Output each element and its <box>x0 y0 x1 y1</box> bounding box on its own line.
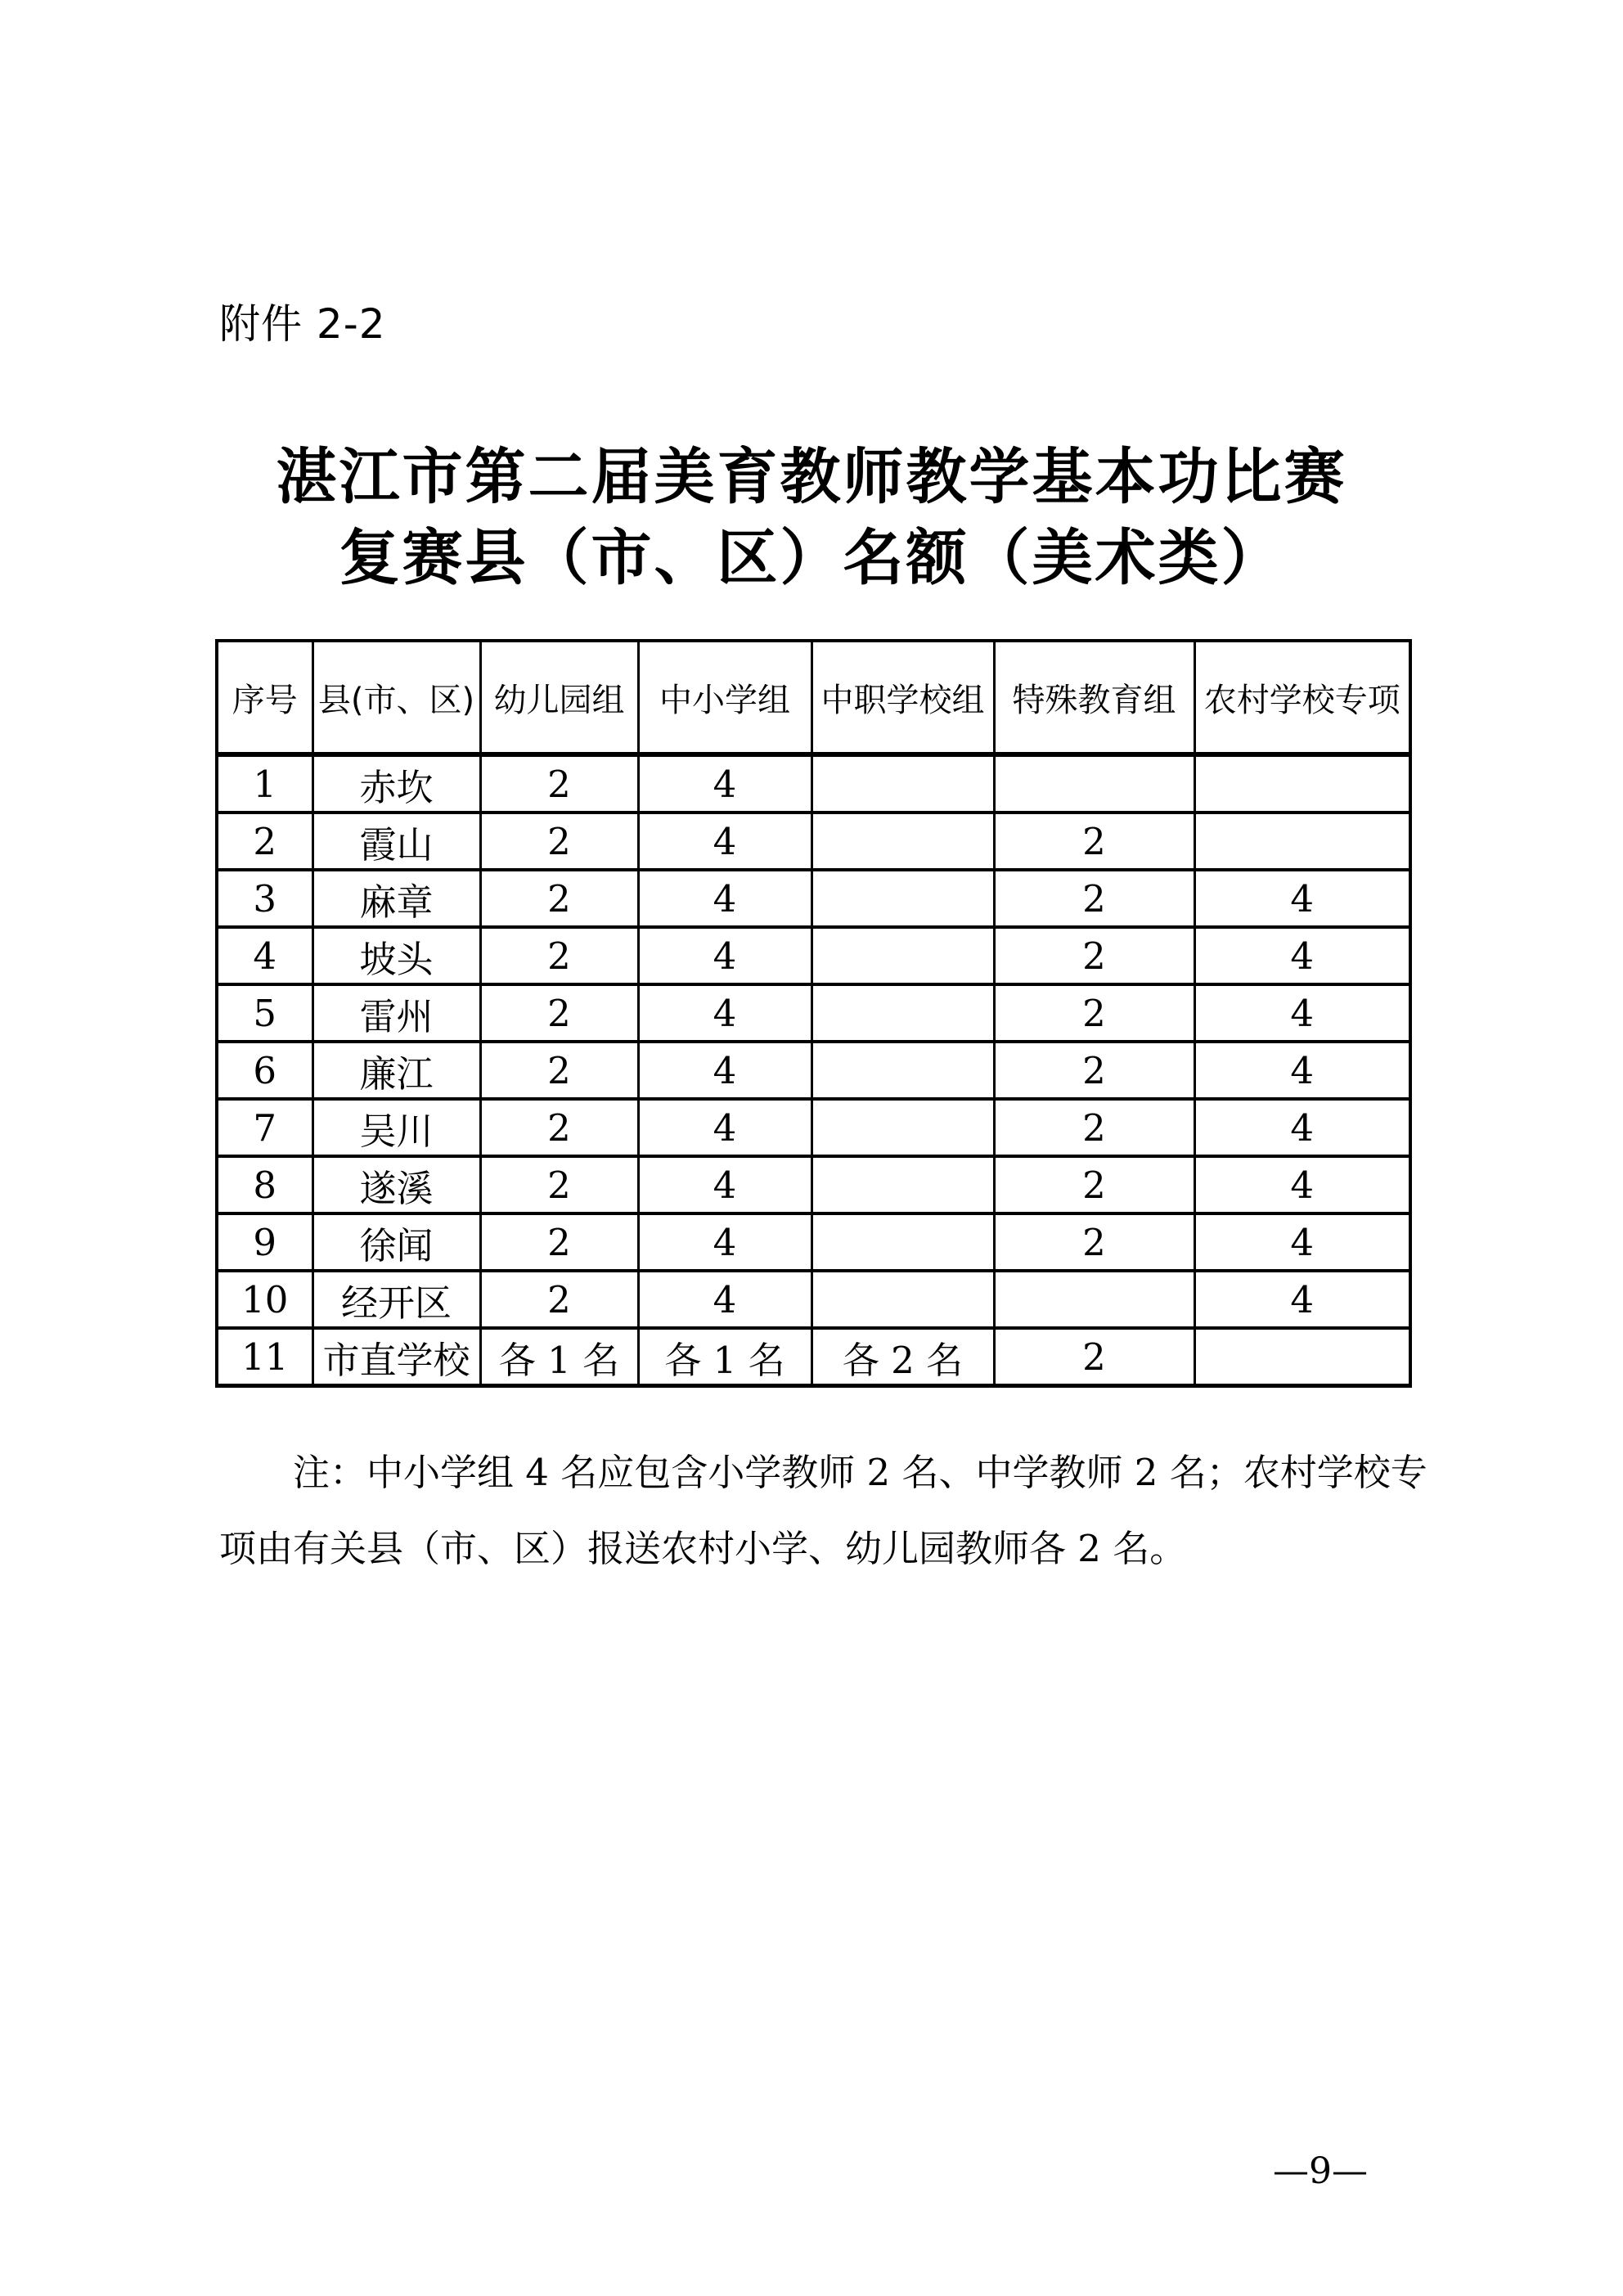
table-cell <box>1194 754 1410 813</box>
table-cell: 2 <box>994 1328 1194 1386</box>
table-cell: 2 <box>480 1213 638 1271</box>
table-cell: 各 1 名 <box>638 1328 812 1386</box>
table-cell <box>812 754 994 813</box>
table-cell: 11 <box>217 1328 312 1386</box>
table-cell: 2 <box>480 1271 638 1328</box>
table-cell <box>1194 1328 1410 1386</box>
quota-table <box>215 639 1412 1388</box>
table-cell <box>1194 813 1410 870</box>
attachment-label: 附件 2-2 <box>219 300 386 348</box>
column-header-special-ed: 特殊教育组 <box>994 641 1194 754</box>
footnote <box>219 1434 1427 1587</box>
table-cell: 经开区 <box>312 1271 480 1328</box>
table-row <box>217 870 1410 927</box>
page-number: —9— <box>1273 2150 1368 2192</box>
table-header-row <box>217 641 1410 754</box>
table-cell: 市直学校 <box>312 1328 480 1386</box>
table-cell <box>812 984 994 1042</box>
table-cell: 4 <box>1194 1099 1410 1156</box>
table-cell: 4 <box>638 1213 812 1271</box>
table-cell: 4 <box>638 754 812 813</box>
table-cell: 4 <box>1194 1156 1410 1213</box>
table-cell: 赤坎 <box>312 754 480 813</box>
table-cell: 4 <box>1194 870 1410 927</box>
table-cell: 各 2 名 <box>812 1328 994 1386</box>
table-cell: 4 <box>1194 927 1410 984</box>
footnote-line-2: 项由有关县（市、区）报送农村小学、幼儿园教师各 2 名。 <box>219 1527 1187 1570</box>
table-cell: 4 <box>638 1271 812 1328</box>
table-cell: 2 <box>994 813 1194 870</box>
table-cell <box>812 813 994 870</box>
column-header-kindergarten: 幼儿园组 <box>480 641 638 754</box>
table-cell: 2 <box>994 1156 1194 1213</box>
table-cell: 廉江 <box>312 1042 480 1099</box>
table-row <box>217 1271 1410 1328</box>
table-cell <box>812 1213 994 1271</box>
table-cell: 4 <box>638 813 812 870</box>
table-cell: 各 1 名 <box>480 1328 638 1386</box>
table-cell: 2 <box>994 927 1194 984</box>
footnote-line-1: 注：中小学组 4 名应包含小学教师 2 名、中学教师 2 名；农村学校专 <box>293 1451 1427 1494</box>
table-cell: 4 <box>638 1156 812 1213</box>
table-cell: 2 <box>480 870 638 927</box>
table-cell: 2 <box>994 1213 1194 1271</box>
table-cell: 2 <box>994 1042 1194 1099</box>
table-cell <box>812 927 994 984</box>
table-cell: 4 <box>1194 1042 1410 1099</box>
table-cell <box>812 1042 994 1099</box>
table-cell: 5 <box>217 984 312 1042</box>
table-row <box>217 1156 1410 1213</box>
column-header-vocational: 中职学校组 <box>812 641 994 754</box>
table-cell: 10 <box>217 1271 312 1328</box>
table-cell: 坡头 <box>312 927 480 984</box>
table-cell: 徐闻 <box>312 1213 480 1271</box>
table-cell: 2 <box>480 1042 638 1099</box>
table-row <box>217 1099 1410 1156</box>
table-cell: 2 <box>994 870 1194 927</box>
table-cell <box>994 1271 1194 1328</box>
table-row <box>217 1328 1410 1386</box>
column-header-county: 县(市、区) <box>312 641 480 754</box>
table-cell: 麻章 <box>312 870 480 927</box>
table-cell: 4 <box>217 927 312 984</box>
table-cell: 4 <box>638 870 812 927</box>
table-cell <box>812 1099 994 1156</box>
table-cell <box>812 870 994 927</box>
column-header-primary-secondary: 中小学组 <box>638 641 812 754</box>
table-row <box>217 984 1410 1042</box>
table-cell: 1 <box>217 754 312 813</box>
table-cell: 2 <box>480 754 638 813</box>
column-header-rural-special: 农村学校专项 <box>1194 641 1410 754</box>
table-cell: 9 <box>217 1213 312 1271</box>
table-cell: 4 <box>638 984 812 1042</box>
table-cell: 6 <box>217 1042 312 1099</box>
table-cell: 吴川 <box>312 1099 480 1156</box>
table-row <box>217 1042 1410 1099</box>
table-row <box>217 927 1410 984</box>
table-cell: 2 <box>480 927 638 984</box>
table-cell: 2 <box>480 984 638 1042</box>
page-title-line-2: 复赛县（市、区）名额（美术类） <box>339 523 1284 593</box>
table-cell: 4 <box>638 1099 812 1156</box>
table-cell: 2 <box>480 1156 638 1213</box>
table-cell <box>812 1271 994 1328</box>
table-cell: 霞山 <box>312 813 480 870</box>
column-header-serial: 序号 <box>217 641 312 754</box>
table-cell: 2 <box>480 813 638 870</box>
table-cell: 2 <box>994 1099 1194 1156</box>
table-cell: 2 <box>217 813 312 870</box>
table-cell: 4 <box>1194 1271 1410 1328</box>
table-cell: 2 <box>994 984 1194 1042</box>
table-row <box>217 754 1410 813</box>
table-cell: 遂溪 <box>312 1156 480 1213</box>
table-cell <box>812 1156 994 1213</box>
table-cell: 2 <box>480 1099 638 1156</box>
table-row <box>217 813 1410 870</box>
table-cell: 4 <box>1194 1213 1410 1271</box>
table-cell: 4 <box>638 927 812 984</box>
table-cell <box>994 754 1194 813</box>
table-cell: 3 <box>217 870 312 927</box>
page-title <box>0 437 1623 599</box>
table-cell: 8 <box>217 1156 312 1213</box>
table-cell: 雷州 <box>312 984 480 1042</box>
table-cell: 4 <box>1194 984 1410 1042</box>
page-title-line-1: 湛江市第二届美育教师教学基本功比赛 <box>276 442 1347 512</box>
table-cell: 7 <box>217 1099 312 1156</box>
table-cell: 4 <box>638 1042 812 1099</box>
table-row <box>217 1213 1410 1271</box>
